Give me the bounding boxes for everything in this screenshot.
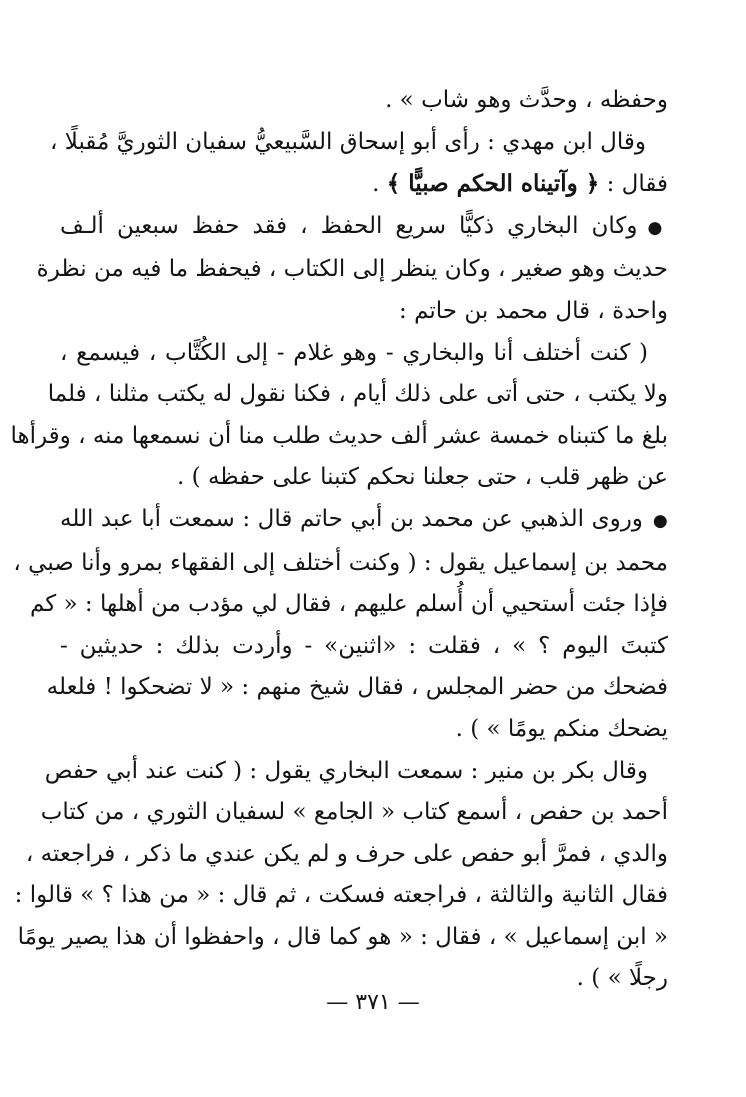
- text-line: ●وكان البخاري ذكيًّا سريع الحفظ ، فقد حفظ سبعين ألـف: [60, 212, 668, 239]
- text-line: عن ظهر قلب ، حتى جعلنا نحكم كتبنا على حفظه ) .: [177, 464, 668, 491]
- text-line: فقال الثانية والثالثة ، فراجعته فسكت ، ثم قال : « من هذا ؟ » قالوا :: [14, 882, 668, 909]
- quran-verse: ﴿ وآتيناه الحكم صبيًّا ﴾: [386, 170, 600, 198]
- text-line: فإذا جئت أستحيي أن أُسلم عليهم ، فقال لي مؤدب من أهلها : « كم: [29, 591, 668, 618]
- text-line: ( كنت أختلف أنا والبخاري - وهو غلام - إلى الكُتَّاب ، فيسمع ،: [60, 339, 648, 366]
- paragraph: [49, 122, 676, 164]
- paragraph: [13, 499, 676, 751]
- paragraph: [60, 80, 676, 122]
- text-line: حديث وهو صغير ، وكان ينظر إلى الكتاب ، فيحفظ ما فيه من نظرة: [36, 256, 668, 283]
- text-line: بلغ ما كتبناه خمسة عشر ألف حديث طلب منا أن نسمعها منه ، وقرأها: [10, 422, 668, 449]
- bullet-icon: ●: [652, 510, 668, 531]
- text-line: وحفظه ، وحدَّث وهو شاب » .: [385, 87, 668, 113]
- text-line: فقال : ﴿ وآتيناه الحكم صبيًّا ﴾ .: [372, 170, 668, 198]
- text-line: أحمد بن حفص ، أسمع كتاب « الجامع » لسفيان الثوري ، من كتاب: [40, 799, 668, 826]
- paragraph: [44, 751, 676, 793]
- text-line: كتبتَ اليوم ؟ » ، فقلت : «اثنين» - وأردت بذلك : حديثين -: [60, 632, 668, 659]
- text-line: رجلًا » ) .: [576, 965, 668, 992]
- text-line: واحدة ، قال محمد بن حاتم :: [399, 297, 668, 324]
- paragraph: [60, 163, 676, 206]
- text-line: محمد بن إسماعيل يقول : ( وكنت أختلف إلى الفقهاء بمرو وأنا صبي ،: [13, 549, 668, 576]
- quran-verse-line: فقال :: [599, 171, 668, 198]
- page-number: — ٣٧١ —: [326, 990, 420, 1015]
- text-line: ولا يكتب ، حتى أتى على ذلك أيام ، فكنا نقول له يكتب مثلنا ، فلما: [47, 381, 668, 408]
- text-line: « ابن إسماعيل » ، فقال : « هو كما قال ، واحفظوا أن هذا يصير يومًا: [17, 923, 668, 950]
- paragraph: [60, 333, 676, 375]
- paragraph: [36, 206, 676, 333]
- text-line: وقال بكر بن منير : سمعت البخاري يقول : ( كنت عند أبي حفص: [44, 757, 648, 784]
- text-line: ●وروى الذهبي عن محمد بن أبي حاتم قال : سمعت أبا عبد الله: [60, 505, 668, 532]
- paragraph: [10, 374, 676, 499]
- bullet-icon: ●: [647, 217, 668, 238]
- text-line: وقال ابن مهدي : رأى أبو إسحاق السَّبيعيُّ سفيان الثوريَّ مُقبلًا ،: [49, 128, 646, 155]
- paragraph: [14, 792, 676, 1000]
- text-line: فضحك من حضر المجلس ، فقال شيخ منهم : « لا تضحكوا ! فلعله: [46, 674, 668, 701]
- text-line: يضحك منكم يومًا » ) .: [455, 715, 668, 742]
- text-line: والدي ، فمرَّ أبو حفص على حرف و لم يكن عندي ما ذكر ، فراجعته ،: [25, 840, 668, 867]
